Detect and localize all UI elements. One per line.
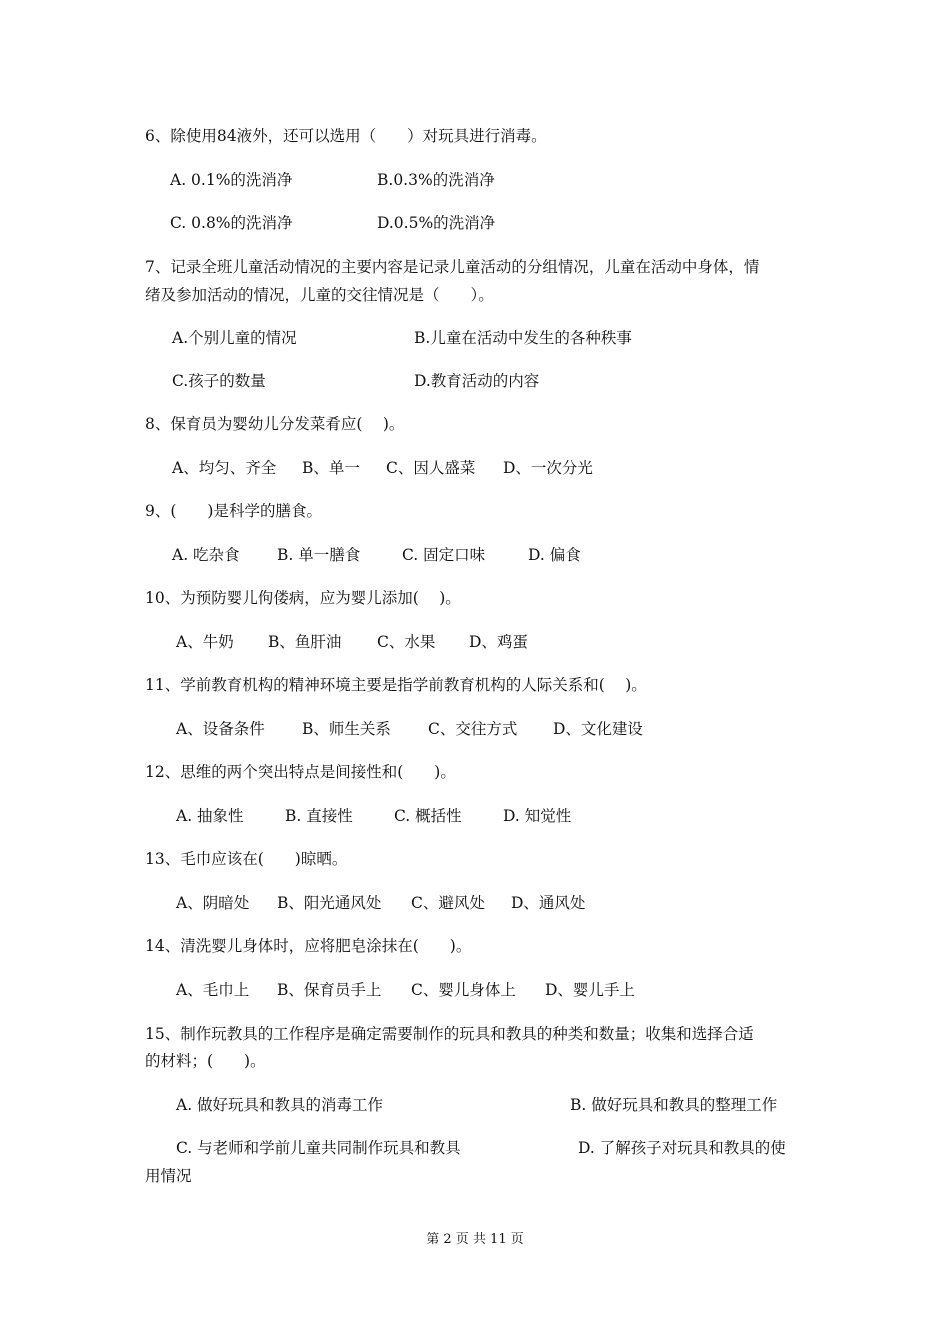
q9-option-b: B. 单一膳食 [277, 546, 361, 564]
question-12: 12、思维的两个突出特点是间接性和( )。 [145, 763, 456, 781]
question-7-line-1: 7、记录全班儿童活动情况的主要内容是记录儿童活动的分组情况，儿童在活动中身体，情 [145, 258, 760, 276]
q7-option-a: A.个别儿童的情况 [172, 329, 297, 347]
q7-option-d: D.教育活动的内容 [414, 372, 540, 390]
q15-option-b: B. 做好玩具和教具的整理工作 [570, 1096, 778, 1114]
page-number-footer: 第 2 页 共 11 页 [426, 1232, 524, 1247]
q14-option-c: C、婴儿身体上 [411, 981, 516, 999]
q10-option-b: B、鱼肝油 [268, 633, 342, 651]
q6-option-a: A. 0.1%的洗消净 [170, 171, 293, 189]
q12-option-a: A. 抽象性 [176, 807, 244, 825]
q8-option-c: C、因人盛菜 [386, 459, 476, 477]
q15-option-d-continued: 用情况 [145, 1167, 192, 1185]
q14-option-a: A、毛巾上 [176, 981, 250, 999]
question-9: 9、( )是科学的膳食。 [145, 502, 322, 520]
q11-option-c: C、交往方式 [428, 720, 518, 738]
question-13: 13、毛巾应该在( )晾晒。 [145, 850, 348, 868]
q6-option-b: B.0.3%的洗消净 [377, 171, 495, 189]
q7-option-c: C.孩子的数量 [172, 372, 266, 390]
q12-option-b: B. 直接性 [285, 807, 353, 825]
q13-option-c: C、避风处 [411, 894, 485, 912]
q15-option-a: A. 做好玩具和教具的消毒工作 [176, 1096, 384, 1114]
q10-option-a: A、牛奶 [176, 633, 234, 651]
q13-option-a: A、阴暗处 [176, 894, 250, 912]
q9-option-c: C. 固定口味 [402, 546, 486, 564]
question-8: 8、保育员为婴幼儿分发菜肴应( )。 [145, 415, 405, 433]
q11-option-a: A、设备条件 [176, 720, 265, 738]
q15-option-d: D. 了解孩子对玩具和教具的使 [578, 1139, 786, 1157]
q14-option-b: B、保育员手上 [277, 981, 382, 999]
q13-option-b: B、阳光通风处 [277, 894, 382, 912]
q9-option-a: A. 吃杂食 [172, 546, 240, 564]
q11-option-b: B、师生关系 [302, 720, 391, 738]
q7-option-b: B.儿童在活动中发生的各种秩事 [414, 329, 632, 347]
q10-option-d: D、鸡蛋 [469, 633, 528, 651]
q14-option-d: D、婴儿手上 [545, 981, 635, 999]
q8-option-a: A、均匀、齐全 [172, 459, 277, 477]
q6-option-c: C. 0.8%的洗消净 [170, 214, 293, 232]
q6-option-d: D.0.5%的洗消净 [377, 214, 496, 232]
q9-option-d: D. 偏食 [528, 546, 581, 564]
q15-option-c: C. 与老师和学前儿童共同制作玩具和教具 [176, 1139, 461, 1157]
q12-option-c: C. 概括性 [394, 807, 462, 825]
q11-option-d: D、文化建设 [553, 720, 643, 738]
q10-option-c: C、水果 [377, 633, 436, 651]
question-15-line-1: 15、制作玩教具的工作程序是确定需要制作的玩具和教具的种类和数量；收集和选择合适 [145, 1025, 754, 1043]
question-6: 6、除使用84液外，还可以选用（ ）对玩具进行消毒。 [145, 127, 547, 145]
question-10: 10、为预防婴儿佝偻病，应为婴儿添加( )。 [145, 589, 461, 607]
question-7-line-2: 绪及参加活动的情况，儿童的交往情况是（ ）。 [145, 286, 494, 304]
question-14: 14、清洗婴儿身体时，应将肥皂涂抹在( )。 [145, 937, 472, 955]
q8-option-d: D、一次分光 [503, 459, 593, 477]
q8-option-b: B、单一 [302, 459, 360, 477]
q12-option-d: D. 知觉性 [503, 807, 572, 825]
question-11: 11、学前教育机构的精神环境主要是指学前教育机构的人际关系和( )。 [145, 676, 647, 694]
question-15-line-2: 的材料；( )。 [145, 1052, 266, 1070]
q13-option-d: D、通风处 [511, 894, 586, 912]
